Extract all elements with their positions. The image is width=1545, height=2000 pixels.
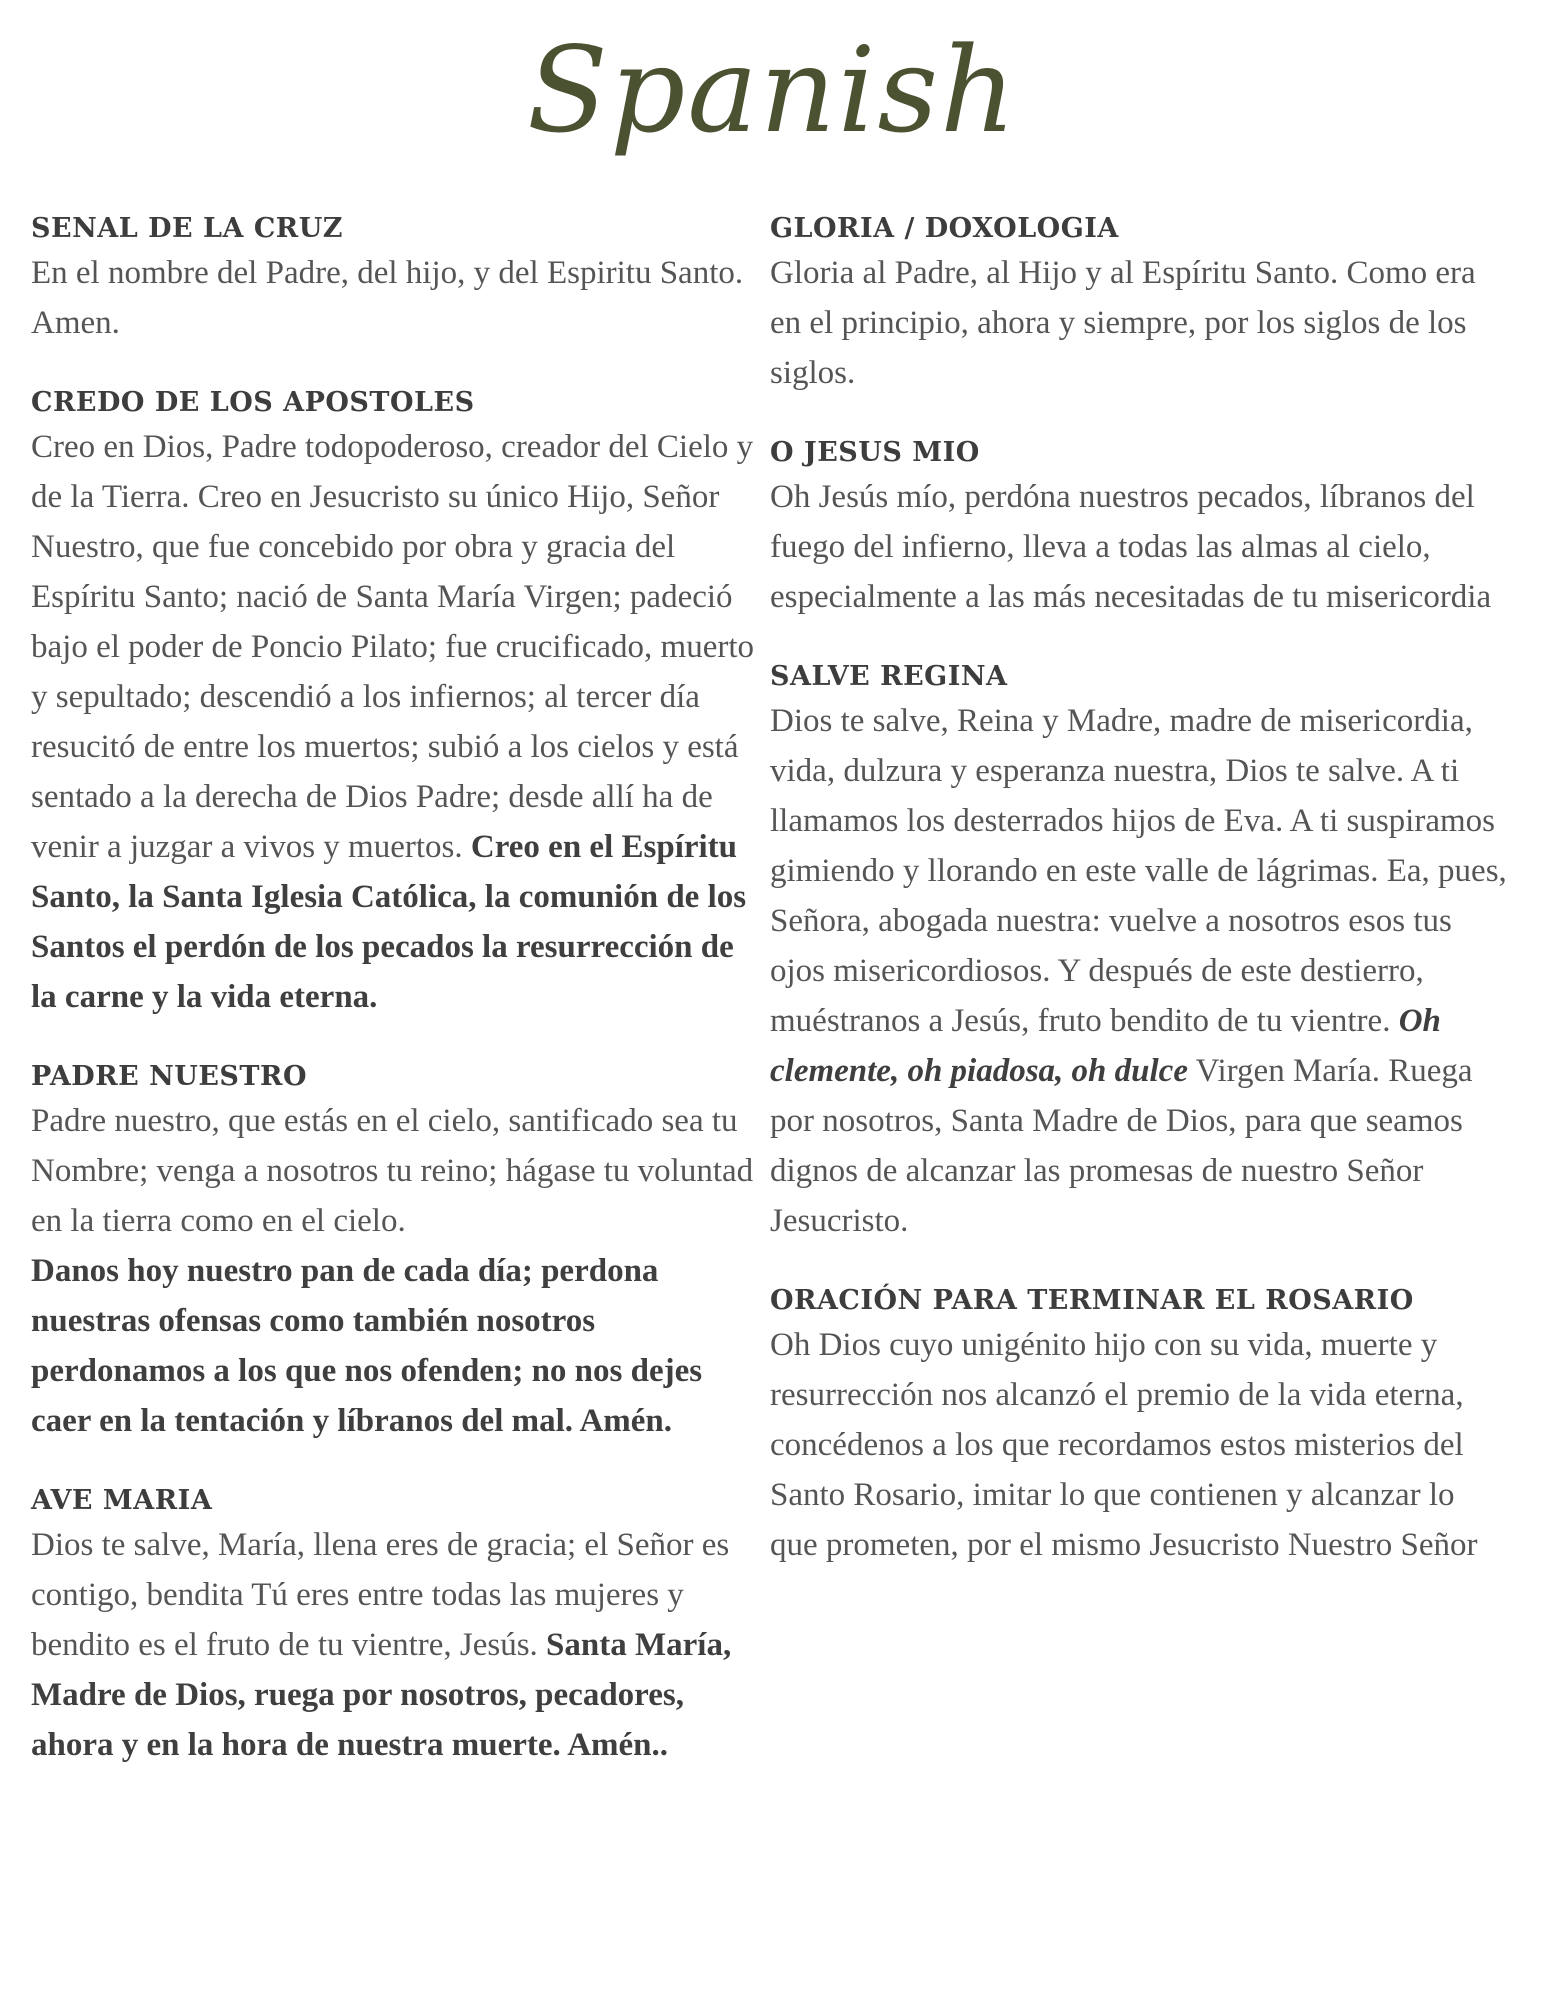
prayer-bold-text: Creo en el Espíritu Santo, la Santa Iglesia Católica, la comunión de los Santos el perdón de los pecados la resurrección de la carne y la vida eterna.	[31, 829, 747, 1015]
section-senal-de-la-cruz	[31, 210, 761, 348]
section-text: Padre nuestro, que estás en el cielo, santificado sea tu Nombre; venga a nosotros tu reino; hágase tu voluntad en la tierra como en el cielo.	[31, 1103, 754, 1239]
prayer-text: Dios te salve, María, llena eres de gracia; el Señor es contigo, bendita Tú eres entre todas las mujeres y bendito es el fruto de tu vientre, Jesús.	[31, 1527, 730, 1663]
section-oracion-final	[770, 1282, 1510, 1570]
section-heading: PADRE NUESTRO	[31, 1061, 307, 1092]
section-text: Gloria al Padre, al Hijo y al Espíritu Santo. Como era en el principio, ahora y siempre, por los siglos de los siglos.	[770, 255, 1476, 391]
right-column	[770, 210, 1510, 1606]
section-padre-nuestro	[31, 1058, 761, 1446]
section-heading: SENAL DE LA CRUZ	[31, 213, 344, 244]
section-heading: GLORIA / DOXOLOGIA	[770, 213, 1119, 244]
page-title: Spanish	[526, 21, 1018, 159]
left-column	[31, 210, 761, 1806]
section-credo	[31, 384, 761, 1022]
section-salve-regina	[770, 658, 1510, 1246]
section-heading: CREDO DE LOS APOSTOLES	[31, 387, 475, 418]
prayer-text: Dios te salve, Reina y Madre, madre de misericordia, vida, dulzura y esperanza nuestra, Dios te salve. A ti llamamos los desterrados hijos de Eva. A ti suspiramos gimiendo y llorando en este valle de lágrimas. Ea, pues, Señora, abogada nuestra: vuelve a nosotros esos tus ojos misericordiosos. Y después de este destierro, muéstranos a Jesús, fruto bendito de tu vientre.	[770, 703, 1507, 1039]
section-heading: SALVE REGINA	[770, 661, 1008, 692]
section-text: Oh Dios cuyo unigénito hijo con su vida, muerte y resurrección nos alcanzó el premio de la vida eterna, concédenos a los que recordamos estos misterios del Santo Rosario, imitar lo que contienen y alcanzar lo que prometen, por el mismo Jesucristo Nuestro Señor	[770, 1327, 1478, 1563]
section-text: Oh Jesús mío, perdóna nuestros pecados, líbranos del fuego del infierno, lleva a todas las almas al cielo, especialmente a las más necesitadas de tu misericordia	[770, 479, 1492, 615]
section-heading: ORACIÓN PARA TERMINAR EL ROSARIO	[770, 1285, 1414, 1316]
prayer-emphasis-text: Oh clemente, oh piadosa, oh dulce	[770, 1003, 1441, 1089]
section-text	[31, 422, 761, 1022]
prayer-text: Creo en Dios, Padre todopoderoso, creador del Cielo y de la Tierra. Creo en Jesucristo su único Hijo, Señor Nuestro, que fue concebido por obra y gracia del Espíritu Santo; nació de Santa María Virgen; padeció bajo el poder de Poncio Pilato; fue crucificado, muerto y sepultado; descendió a los infiernos; al tercer día resucitó de entre los muertos; subió a los cielos y está sentado a la derecha de Dios Padre; desde allí ha de venir a juzgar a vivos y muertos.	[31, 429, 755, 865]
prayer-text: Virgen María. Ruega por nosotros, Santa Madre de Dios, para que seamos dignos de alcanzar las promesas de nuestro Señor Jesucristo.	[770, 1053, 1473, 1239]
prayer-bold-text: Danos hoy nuestro pan de cada día; perdona nuestras ofensas como también nosotros perdonamos a los que nos ofenden; no nos dejes caer en la tentación y líbranos del mal. Amén.	[31, 1253, 703, 1439]
section-text	[31, 1520, 761, 1770]
section-o-jesus-mio	[770, 434, 1510, 622]
section-text: En el nombre del Padre, del hijo, y del Espiritu Santo. Amen.	[31, 255, 744, 341]
section-ave-maria	[31, 1482, 761, 1770]
section-text	[770, 696, 1510, 1246]
section-gloria	[770, 210, 1510, 398]
section-heading: O JESUS MIO	[770, 437, 980, 468]
prayer-bold-text: Santa María, Madre de Dios, ruega por nosotros, pecadores, ahora y en la hora de nuestra muerte. Amén..	[31, 1627, 732, 1763]
section-heading: AVE MARIA	[31, 1485, 213, 1516]
